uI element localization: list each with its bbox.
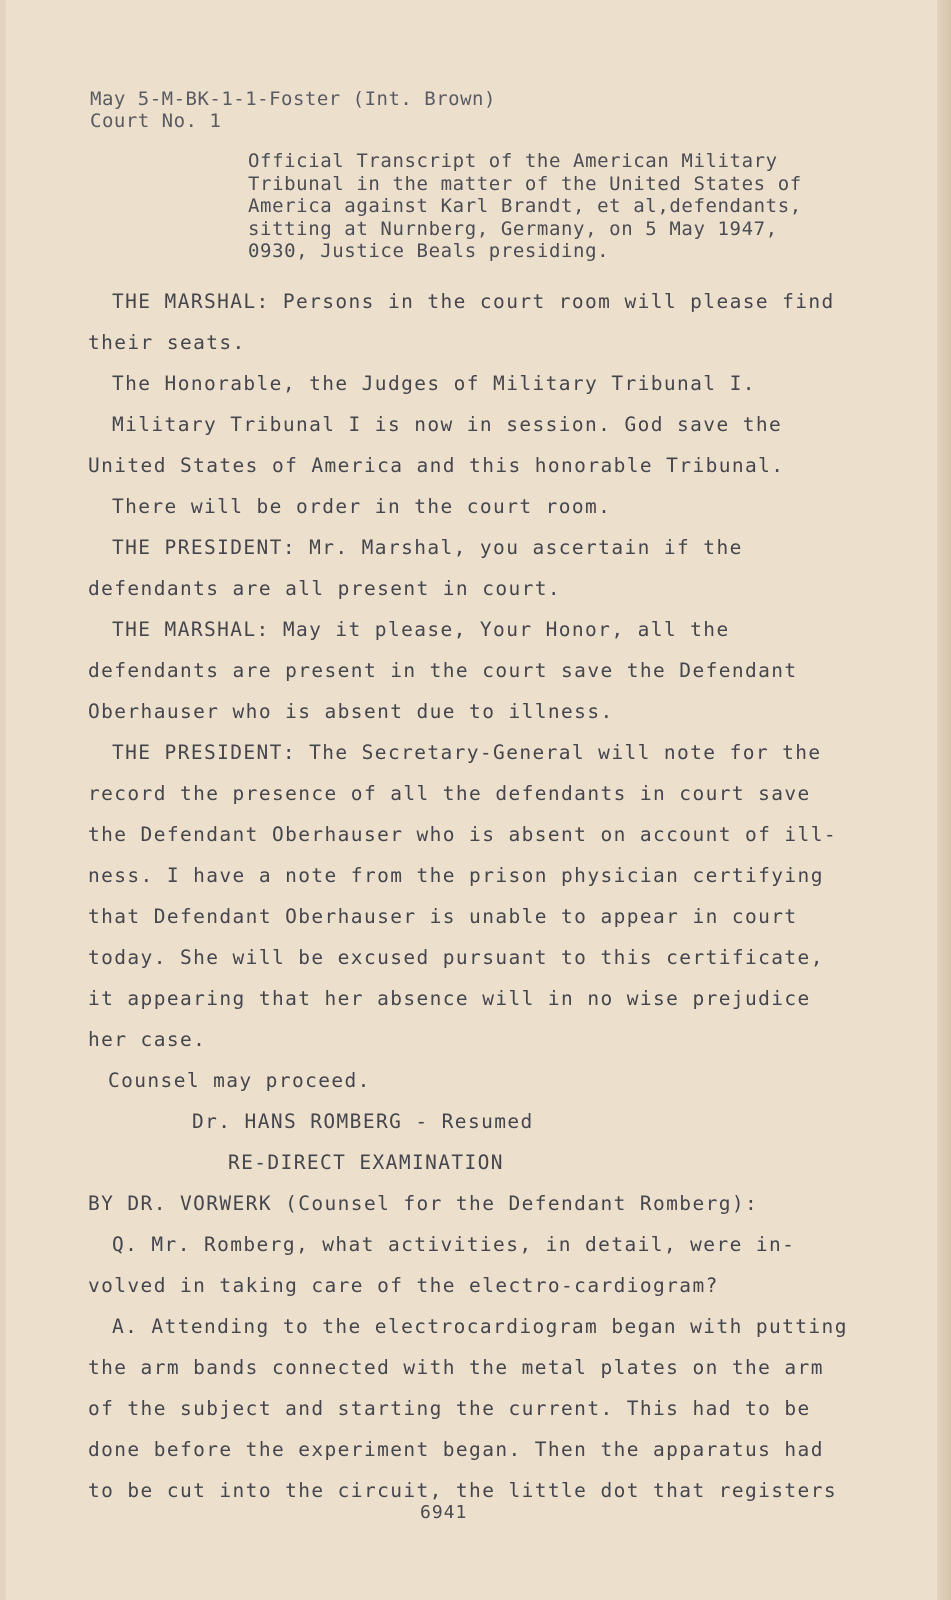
body-line: THE MARSHAL: May it please, Your Honor, all the xyxy=(112,618,730,641)
body-line: their seats. xyxy=(88,331,246,354)
body-line: Counsel may proceed. xyxy=(108,1069,371,1092)
header-reference-line: May 5-M-BK-1-1-Foster (Int. Brown) xyxy=(90,88,496,110)
caption-line: Tribunal in the matter of the United States of xyxy=(248,172,802,195)
question-line: Q. Mr. Romberg, what activities, in detail, were in- xyxy=(112,1233,796,1256)
paper-left-edge xyxy=(0,0,6,1600)
examiner-line: BY DR. VORWERK (Counsel for the Defendant Romberg): xyxy=(88,1192,759,1215)
body-line: it appearing that her absence will in no wise prejudice xyxy=(88,987,811,1010)
body-line: ness. I have a note from the prison physician certifying xyxy=(88,864,824,887)
caption-line: 0930, Justice Beals presiding. xyxy=(248,240,610,262)
witness-heading: Dr. HANS ROMBERG - Resumed xyxy=(192,1110,534,1133)
paper-right-edge xyxy=(937,0,951,1600)
body-line: The Honorable, the Judges of Military Tribunal I. xyxy=(112,372,756,395)
body-line: Oberhauser who is absent due to illness. xyxy=(88,700,614,723)
body-line: her case. xyxy=(88,1028,207,1051)
body-line: United States of America and this honorable Tribunal. xyxy=(88,454,785,477)
body-line: defendants are present in the court save the Defendant xyxy=(88,659,798,682)
body-line: volved in taking care of the electro-cardiogram? xyxy=(88,1274,719,1297)
caption-line: Official Transcript of the American Military xyxy=(248,150,778,172)
caption-line: America against Karl Brandt, et al,defendants, xyxy=(248,195,802,217)
body-line: the arm bands connected with the metal plates on the arm xyxy=(88,1356,824,1379)
body-line: THE PRESIDENT: The Secretary-General will note for the xyxy=(112,741,822,764)
body-line: that Defendant Oberhauser is unable to appear in court xyxy=(88,905,798,928)
body-line: done before the experiment began. Then the apparatus had xyxy=(88,1438,824,1461)
body-line: of the subject and starting the current. This had to be xyxy=(88,1397,811,1420)
body-line: to be cut into the circuit, the little dot that registers xyxy=(88,1479,837,1502)
body-line: defendants are all present in court. xyxy=(88,577,562,600)
body-line: THE PRESIDENT: Mr. Marshal, you ascertain if the xyxy=(112,536,743,559)
body-line: THE MARSHAL: Persons in the court room will please find xyxy=(112,290,835,313)
page-number: 6941 xyxy=(420,1502,468,1523)
header-court-line: Court No. 1 xyxy=(90,110,222,132)
body-line: today. She will be excused pursuant to this certificate, xyxy=(88,946,824,969)
caption-line: sitting at Nurnberg, Germany, on 5 May 1947, xyxy=(248,217,778,240)
answer-line: A. Attending to the electrocardiogram began with putting xyxy=(112,1315,848,1338)
body-line: record the presence of all the defendants in court save xyxy=(88,782,811,805)
transcript-caption xyxy=(248,150,848,263)
examination-heading: RE-DIRECT EXAMINATION xyxy=(228,1151,504,1174)
body-line: the Defendant Oberhauser who is absent on account of ill- xyxy=(88,823,837,846)
body-line: There will be order in the court room. xyxy=(112,495,612,518)
document-header xyxy=(90,88,496,132)
body-line: Military Tribunal I is now in session. God save the xyxy=(112,413,783,436)
